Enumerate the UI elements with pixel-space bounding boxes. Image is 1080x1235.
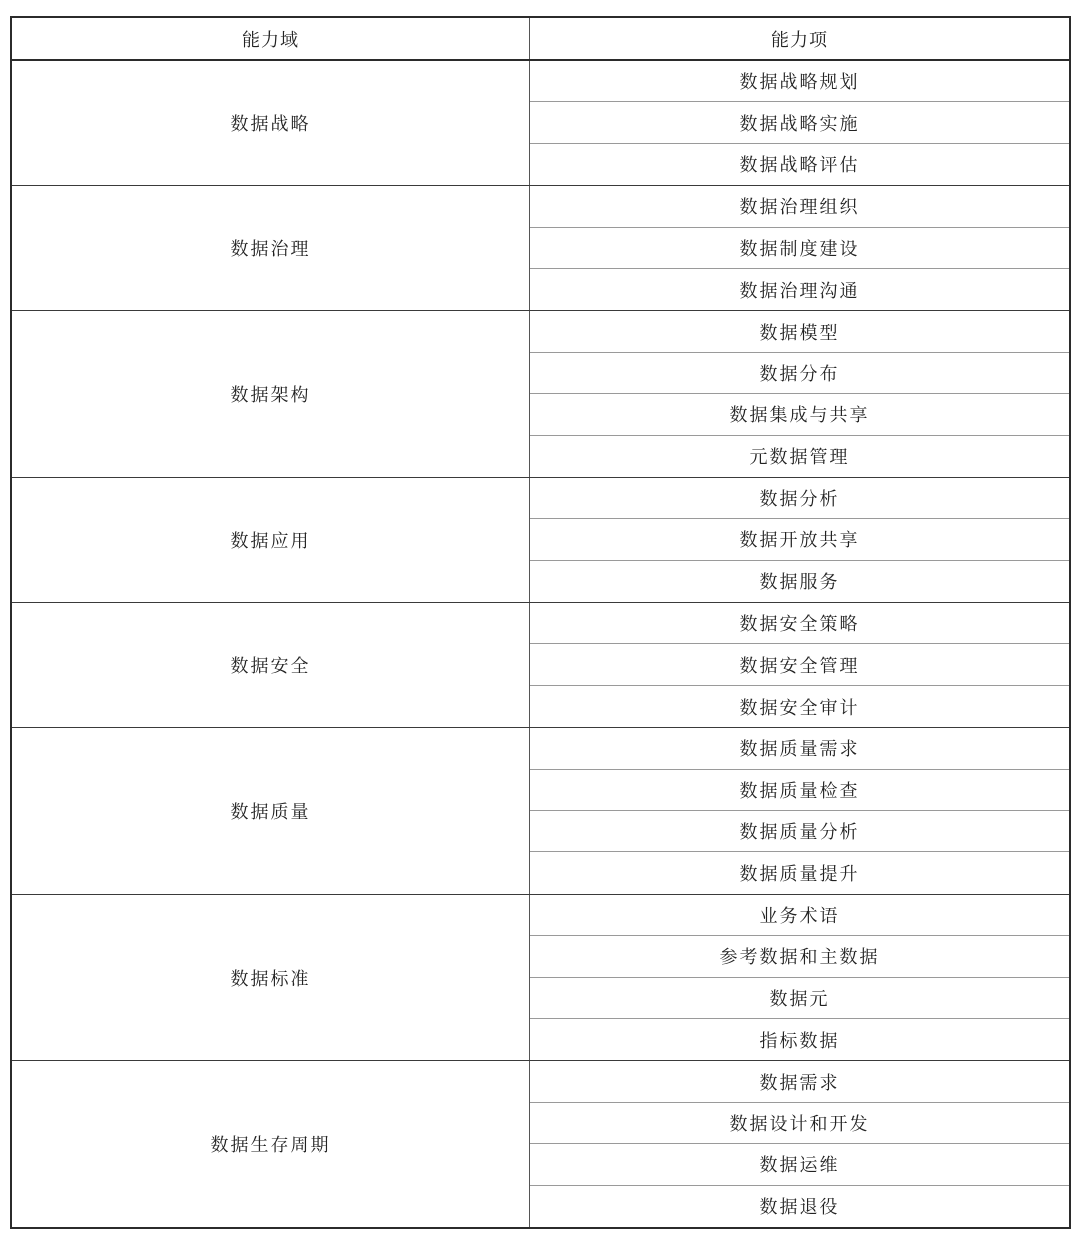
item-cell: 数据质量分析 — [530, 811, 1069, 852]
table-group — [12, 1061, 1069, 1227]
domain-cell: 数据战略 — [12, 61, 530, 185]
table-group — [12, 478, 1069, 603]
item-cell: 数据战略规划 — [530, 61, 1069, 102]
item-cell: 数据安全审计 — [739, 697, 860, 719]
table-group — [12, 186, 1069, 311]
header-domain: 能力域 — [12, 18, 530, 59]
table-header-row — [12, 18, 1069, 61]
domain-cell: 数据质量 — [12, 728, 530, 894]
table-body — [12, 61, 1069, 1227]
items-column — [530, 478, 1069, 602]
table-group — [12, 728, 1069, 895]
domain-cell: 数据生存周期 — [12, 1061, 530, 1227]
items-column — [530, 603, 1069, 727]
item-cell: 数据服务 — [759, 572, 840, 594]
item-cell: 数据开放共享 — [530, 519, 1069, 560]
item-cell: 数据设计和开发 — [530, 1103, 1069, 1144]
item-cell: 数据分析 — [530, 478, 1069, 519]
item-cell: 数据需求 — [530, 1061, 1069, 1102]
header-item: 能力项 — [771, 29, 828, 51]
item-cell: 数据安全管理 — [530, 644, 1069, 685]
item-cell: 数据集成与共享 — [530, 394, 1069, 435]
items-column — [530, 895, 1069, 1061]
table-group — [12, 895, 1069, 1062]
item-cell: 数据质量提升 — [739, 864, 860, 886]
domain-cell: 数据治理 — [12, 186, 530, 310]
items-column — [530, 728, 1069, 894]
items-column — [530, 186, 1069, 310]
item-cell: 数据分布 — [530, 353, 1069, 394]
item-cell: 指标数据 — [759, 1030, 840, 1052]
table-group — [12, 311, 1069, 478]
item-cell: 业务术语 — [530, 895, 1069, 936]
table-group — [12, 61, 1069, 186]
domain-cell: 数据应用 — [12, 478, 530, 602]
item-cell: 数据模型 — [530, 311, 1069, 352]
items-column — [530, 1061, 1069, 1227]
capability-table — [10, 16, 1071, 1229]
item-cell: 数据退役 — [759, 1197, 840, 1219]
item-cell: 数据元 — [530, 978, 1069, 1019]
domain-cell: 数据架构 — [12, 311, 530, 477]
item-cell: 数据治理组织 — [530, 186, 1069, 227]
item-cell: 数据安全策略 — [530, 603, 1069, 644]
item-cell: 元数据管理 — [749, 447, 850, 469]
domain-cell: 数据标准 — [12, 895, 530, 1061]
item-cell: 数据质量需求 — [530, 728, 1069, 769]
item-cell: 数据质量检查 — [530, 770, 1069, 811]
items-column — [530, 61, 1069, 185]
item-cell: 数据战略实施 — [530, 102, 1069, 143]
item-cell: 数据制度建设 — [530, 228, 1069, 269]
item-cell: 数据运维 — [530, 1144, 1069, 1185]
table-group — [12, 603, 1069, 728]
item-cell: 数据治理沟通 — [739, 280, 860, 302]
domain-cell: 数据安全 — [12, 603, 530, 727]
items-column — [530, 311, 1069, 477]
item-cell: 数据战略评估 — [739, 155, 860, 177]
item-cell: 参考数据和主数据 — [530, 936, 1069, 977]
